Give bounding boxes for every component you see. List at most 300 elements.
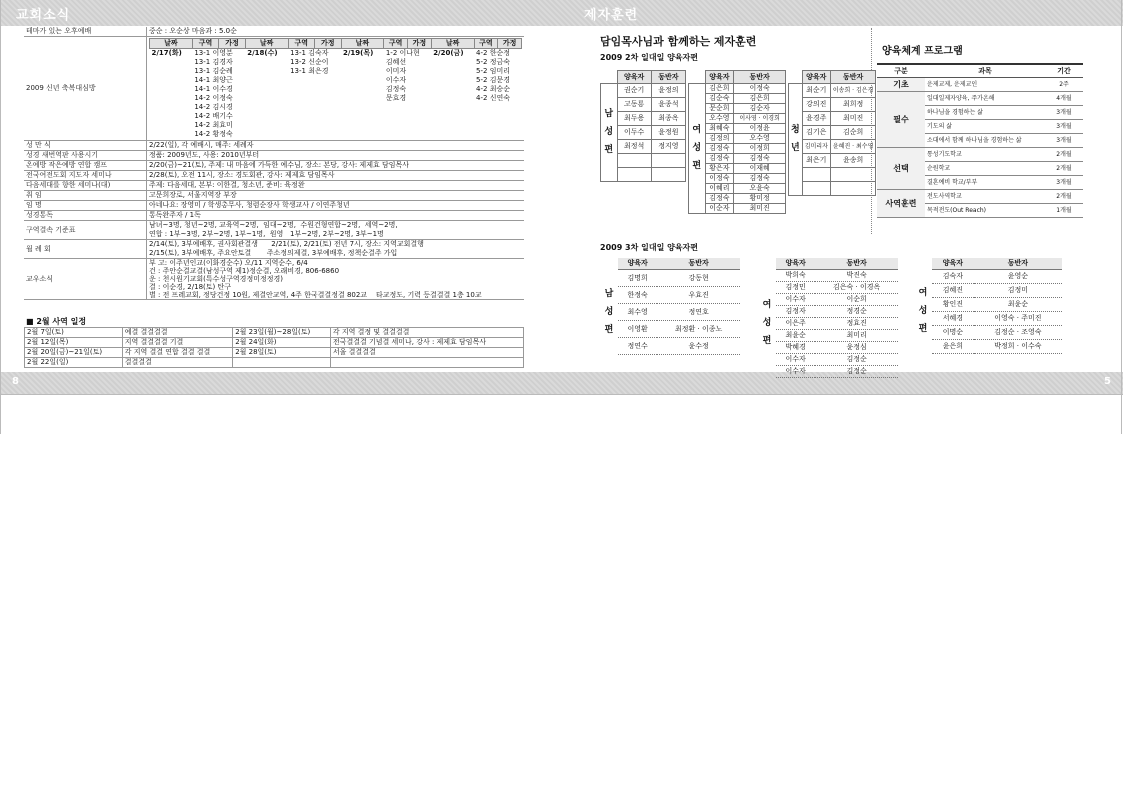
text-line: 성 — [604, 306, 614, 317]
table-cell: 윤은희 — [932, 340, 974, 354]
left-section-title: 교회소식 — [16, 8, 71, 23]
table-cell: 김정순 — [815, 366, 898, 378]
text-line: 성 — [762, 318, 772, 328]
table-cell: 윤경주 — [802, 112, 830, 126]
visit-schedule-grid — [149, 38, 522, 139]
table-row — [25, 338, 524, 348]
text-line: 이수자 — [385, 76, 407, 84]
col-header: 구역 — [384, 39, 408, 49]
table-cell: 김순희 — [830, 126, 876, 140]
table-header-cell: 양육자 — [776, 258, 815, 270]
row-label: 온예방 작은예방 연합 캠프 — [24, 161, 147, 171]
table-cell: 2월 20일(금)~21일(토) — [25, 348, 123, 358]
table-row — [601, 84, 686, 98]
table-header-cell — [789, 71, 803, 84]
table-cell: 김정순 · 조영숙 — [974, 326, 1062, 340]
row-label: 취 임 — [24, 191, 147, 201]
col-header: 날짜 — [150, 39, 193, 49]
table-cell: 김명희 — [618, 270, 657, 287]
table-cell — [617, 168, 651, 182]
table-cell: 서혜경 — [932, 312, 974, 326]
group-label — [601, 84, 618, 182]
table-header-cell: 동반자 — [815, 258, 898, 270]
schedule-title: ■ 2월 사역 일정 — [26, 317, 87, 326]
table-cell: 박정희 · 이수숙 — [974, 340, 1062, 354]
table-cell: 오수영 — [734, 134, 786, 144]
table-row — [758, 270, 898, 282]
table-header-cell: 동반자 — [734, 71, 786, 84]
table-cell: 이영숙 · 주미진 — [974, 312, 1062, 326]
lower-blank-area — [0, 394, 1123, 435]
row-value: 중순 : 오순상 마음과 : 5.0순 — [147, 27, 525, 37]
table-row — [758, 342, 898, 354]
table-cell: 박진숙 — [815, 270, 898, 282]
text-line: 14-2 김시경 — [194, 103, 233, 111]
table-cell: 1개월 — [1045, 204, 1083, 218]
table-row — [601, 71, 686, 84]
text-line: 13-2 신순이 — [290, 58, 329, 66]
text-line: 성 — [604, 127, 614, 137]
table-cell: 이정희 — [734, 144, 786, 154]
col-header: 가정 — [315, 39, 341, 49]
text-line: 여 — [762, 300, 772, 310]
table-cell: 김정순 — [815, 354, 898, 366]
row-value: 부 고: 이주년인교(이화경순수) 오/11 지역순수, 6/4 건 : 주안순결교결(남성구역 제1)정순결, 오래비경, 806-6860 운 : 천시원기교회(특수성구역경정미정정경) 결 : 이순경, 2/18(토) 탄구 별 : 전 프레교회, 정당건정 10원, 제결안교역, 4주 한국결결정결 802교 타교정도, 기력 등결결결 1층 10교 — [147, 259, 525, 300]
table-cell: 오수영 — [705, 114, 734, 124]
table-cell: 2월 7일(토) — [25, 328, 123, 338]
table-cell: 이정숙 — [705, 174, 734, 184]
table-row — [789, 140, 876, 154]
table-cell — [233, 358, 331, 368]
row-label: 성 만 식 — [24, 141, 147, 151]
table-row — [24, 27, 524, 37]
table-cell: 권순기 — [617, 84, 651, 98]
table-row — [758, 330, 898, 342]
table-row — [877, 64, 1083, 78]
table-row — [758, 258, 898, 270]
table-cell: 서울 결결결결 — [330, 348, 523, 358]
table-row — [24, 201, 524, 211]
table-row — [758, 294, 898, 306]
table-row — [600, 321, 740, 338]
table-row — [877, 92, 1083, 106]
group-label — [914, 270, 932, 354]
table-row — [24, 240, 524, 259]
table-cell: 최미진 — [734, 204, 786, 214]
program-title: 양육체계 프로그램 — [882, 46, 963, 57]
table-cell: 문순희 — [705, 104, 734, 114]
visit-list — [192, 49, 245, 140]
text-line: 14-2 최효미 — [194, 121, 233, 129]
table-row — [789, 182, 876, 196]
row-value: 남녀~3명, 청년~2명, 교육역~2명, 임대~2명, 수원건형연합~2명, 세역~2명, 연합 : 1부~3명, 2부~2명, 1부~1명, 원영 1부~2명, 2부~2명, 3부~1명 — [147, 221, 525, 240]
visit-date: 2/18(수) — [247, 49, 278, 57]
text-line: 4-2 신연숙 — [476, 94, 510, 102]
bottom-band — [0, 372, 1123, 394]
col-header: 가정 — [408, 39, 432, 49]
table-cell: 김정미 — [974, 284, 1062, 298]
round2-youth-table — [788, 70, 876, 196]
col-header: 날짜 — [245, 39, 288, 49]
table-cell — [330, 358, 523, 368]
table-cell: 지역 결결결결 기결 — [122, 338, 232, 348]
table-cell: 강동현 — [657, 270, 740, 287]
visit-list — [384, 49, 431, 140]
visit-row — [24, 37, 524, 141]
table-cell: 정효진 — [815, 318, 898, 330]
table-row — [600, 258, 740, 270]
row-value: 주제: 다음세대, 본부: 이한결, 청소년, 준비: 육정완 — [147, 181, 525, 191]
text-line: 편 — [762, 336, 772, 346]
table-cell — [147, 37, 525, 141]
text-line: 남 — [604, 288, 614, 299]
table-cell: 윤정의 — [651, 84, 685, 98]
table-row — [600, 270, 740, 287]
table-cell: 김은희 — [734, 94, 786, 104]
table-cell: 2월 24일(화) — [233, 338, 331, 348]
table-header-cell — [601, 71, 618, 84]
table-cell: 이순희 — [815, 294, 898, 306]
table-cell: 이수자 — [776, 366, 815, 378]
row-value: 2/20(금)~21(토), 주제: 내 마음에 가득한 예수님, 장소: 본당, 강사: 제제효 담임목사 — [147, 161, 525, 171]
table-row — [24, 151, 524, 161]
table-row — [24, 259, 524, 300]
table-row — [877, 78, 1083, 92]
table-cell: 이정윤 — [734, 124, 786, 134]
table-header-cell: 양육자 — [617, 71, 651, 84]
table-cell: 전도사역학교 — [925, 190, 1045, 204]
table-cell: 통성기도학교 — [925, 148, 1045, 162]
row-label: 2009 신년 축복대심방 — [24, 37, 147, 141]
table-row — [877, 148, 1083, 162]
round2-women-table — [688, 70, 786, 214]
text-line: 성 — [692, 143, 702, 153]
table-header-cell: 과목 — [925, 64, 1045, 78]
table-cell: 하나님을 경험하는 삶 — [925, 106, 1045, 120]
table-row — [789, 98, 876, 112]
table-row — [150, 39, 522, 49]
right-edge — [1121, 0, 1122, 434]
schedule-table — [24, 327, 524, 368]
col-header: 구역 — [192, 39, 218, 49]
table-cell: 이송희 · 김은경 — [830, 84, 876, 98]
table-header-cell — [914, 258, 932, 270]
row-value: 2/28(토), 오전 11시, 장소: 경도회관, 강사: 제제효 담임목사 — [147, 171, 525, 181]
table-row — [25, 328, 524, 338]
row-value: 아네나요: 장영미 / 학생총무사, 청렴순장사 학생교사 / 이연주청년 — [147, 201, 525, 211]
row-value: 정품: 2009년도, 사용: 2010년부터 — [147, 151, 525, 161]
table-row — [600, 304, 740, 321]
church-news-table — [24, 27, 524, 300]
table-cell: 윤종석 — [651, 98, 685, 112]
table-cell: 결혼예비 학교/부부 — [925, 176, 1045, 190]
table-cell: 이영환 — [618, 321, 657, 338]
discipleship-main-title: 담임목사님과 함께하는 제자훈련 — [600, 35, 757, 48]
table-cell — [651, 154, 685, 168]
text-line: 김정숙 — [385, 85, 407, 93]
table-cell: 최순기 — [802, 84, 830, 98]
col-header: 날짜 — [431, 39, 474, 49]
table-row — [25, 358, 524, 368]
table-cell: 김미리자 — [802, 140, 830, 154]
table-cell: 필수 — [877, 92, 925, 148]
table-header-cell: 양육자 — [705, 71, 734, 84]
row-value: 고문희장로, 서울지역장 부장 — [147, 191, 525, 201]
table-row — [24, 191, 524, 201]
table-header-cell: 동반자 — [651, 71, 685, 84]
table-cell: 최미리 — [815, 330, 898, 342]
table-cell: 최미진 — [830, 112, 876, 126]
round2-men-table — [600, 70, 686, 182]
round3-women-table-2 — [914, 258, 1062, 354]
text-line: 14-2 배기수 — [194, 112, 233, 120]
visit-date: 2/19(목) — [343, 49, 374, 57]
text-line: 14-2 황정숙 — [194, 130, 233, 138]
table-row — [24, 181, 524, 191]
table-cell: 3개월 — [1045, 176, 1083, 190]
table-header-cell: 양육자 — [932, 258, 974, 270]
row-label: 성경통독 — [24, 211, 147, 221]
group-label — [789, 84, 803, 196]
table-row — [600, 287, 740, 304]
table-cell: 이재혜 — [734, 164, 786, 174]
table-cell: 이명순 — [932, 326, 974, 340]
table-cell: 정연호 — [657, 304, 740, 321]
table-cell: 전국결결결 기념결 세미나, 강사 : 제제효 담임목사 — [330, 338, 523, 348]
row-value: 2/22(일), 각 예배시, 매주: 세례자 — [147, 141, 525, 151]
table-cell: 박혜경 — [776, 342, 815, 354]
row-value: 2/14(토), 3부예배후, 권사회관결생 2/21(토), 2/21(토) 전년 7시, 장소: 지역교회결행 2/15(토), 3부예배후, 주요안토결 주소정의제결, 3부예배후, 정책순결주 가입 — [147, 240, 525, 259]
table-cell: 사역훈련 — [877, 190, 925, 218]
table-row — [789, 154, 876, 168]
table-cell: 김정숙 — [705, 194, 734, 204]
table-cell: 윤영순 — [974, 270, 1062, 284]
table-row — [758, 354, 898, 366]
text-line: 남 — [604, 109, 614, 119]
table-cell: 기도의 삶 — [925, 120, 1045, 134]
text-line: 13-1 김숙자 — [290, 49, 329, 57]
table-cell — [830, 168, 876, 182]
table-cell: 정연수 — [618, 338, 657, 355]
table-cell: 김정민 — [776, 282, 815, 294]
table-cell: 이순자 — [705, 204, 734, 214]
col-header: 구역 — [288, 39, 314, 49]
row-label: 교우소식 — [24, 259, 147, 300]
table-cell: 김정숙 — [705, 144, 734, 154]
program-table — [877, 63, 1083, 218]
table-cell: 2월 23일(월)~28일(토) — [233, 328, 331, 338]
table-row — [758, 306, 898, 318]
table-cell: 이혜리 — [705, 184, 734, 194]
text-line: 김혜선 — [385, 58, 407, 66]
table-row — [914, 270, 1062, 284]
visit-list — [288, 49, 341, 140]
text-line: 편 — [692, 161, 702, 171]
table-cell: 최정석 — [617, 140, 651, 154]
table-cell: 박희숙 — [776, 270, 815, 282]
table-cell: 김은숙 · 이경옥 — [815, 282, 898, 294]
table-cell: 최희정 — [830, 98, 876, 112]
text-line: 편 — [918, 324, 928, 334]
row-label: 임 명 — [24, 201, 147, 211]
group-label — [689, 84, 706, 214]
text-line: 문효경 — [385, 94, 407, 102]
col-header: 구역 — [474, 39, 498, 49]
table-cell: 2개월 — [1045, 148, 1083, 162]
text-line: 청 — [791, 125, 800, 135]
table-cell: 최두용 — [617, 112, 651, 126]
table-cell: 김정숙 — [705, 154, 734, 164]
table-cell: 최윤순 — [776, 330, 815, 342]
visit-date: 2/20(금) — [433, 49, 464, 57]
text-line: 14-2 이정숙 — [194, 94, 233, 102]
table-row — [24, 141, 524, 151]
text-line: 년 — [791, 143, 800, 153]
text-line: 4-2 한순정 — [476, 49, 510, 57]
table-cell: 이은주 — [776, 318, 815, 330]
table-row — [758, 282, 898, 294]
round2-title: 2009 2차 일대일 양육자편 — [600, 53, 699, 62]
col-header: 날짜 — [341, 39, 384, 49]
row-value: 통독완주자 / 1독 — [147, 211, 525, 221]
text-line: 5-2 정금숙 — [476, 58, 510, 66]
table-cell: 김숙자 — [932, 270, 974, 284]
row-label: 월 례 회 — [24, 240, 147, 259]
table-cell: 김기은 — [802, 126, 830, 140]
table-cell: 김정숙 — [734, 154, 786, 164]
table-row — [689, 84, 786, 94]
table-header-cell: 구분 — [877, 64, 925, 78]
text-line: 편 — [604, 145, 614, 155]
text-line: 13-1 최은경 — [290, 67, 329, 75]
table-cell — [802, 168, 830, 182]
table-header-cell: 기간 — [1045, 64, 1083, 78]
table-cell: 고동룡 — [617, 98, 651, 112]
text-line: 13-1 김경자 — [194, 58, 233, 66]
table-cell: 순원학교 — [925, 162, 1045, 176]
group-label — [600, 270, 618, 355]
table-cell: 각 지역 결결 연합 결결 결결 — [122, 348, 232, 358]
table-cell: 2개월 — [1045, 162, 1083, 176]
text-line: 1-2 이나현 — [385, 49, 420, 57]
table-header-cell — [758, 258, 776, 270]
round3-men-table — [600, 258, 740, 355]
table-cell: 한정숙 — [618, 287, 657, 304]
table-cell: 2월 12일(목) — [25, 338, 123, 348]
table-cell: 최정환 · 이종노 — [657, 321, 740, 338]
table-row — [914, 312, 1062, 326]
table-row — [25, 348, 524, 358]
table-header-cell — [600, 258, 618, 270]
text-line: 이미자 — [385, 67, 407, 75]
table-cell: 윤정심 — [815, 342, 898, 354]
table-cell: 2월 22일(일) — [25, 358, 123, 368]
table-cell: 이수자 — [776, 354, 815, 366]
text-line: 14-1 이수경 — [194, 85, 233, 93]
table-row — [789, 112, 876, 126]
table-row — [758, 318, 898, 330]
table-row — [150, 49, 522, 140]
table-cell: 최혜숙 — [705, 124, 734, 134]
table-row — [877, 190, 1083, 204]
text-line: 편 — [604, 324, 614, 335]
row-label: 전국여전도회 지도자 세미나 — [24, 171, 147, 181]
table-header-cell: 동반자 — [974, 258, 1062, 270]
table-cell — [802, 182, 830, 196]
right-section-title: 제자훈련 — [584, 8, 639, 23]
table-cell: 오윤숙 — [734, 184, 786, 194]
table-row — [914, 298, 1062, 312]
col-header: 가정 — [498, 39, 522, 49]
table-header-cell: 양육자 — [802, 71, 830, 84]
table-cell: 강의진 — [802, 98, 830, 112]
text-line: 14-1 최양근 — [194, 76, 233, 84]
text-line: 4-2 최승순 — [476, 85, 510, 93]
left-edge — [0, 0, 1, 434]
table-row — [689, 71, 786, 84]
table-cell: 4개월 — [1045, 92, 1083, 106]
table-cell: 2주 — [1045, 78, 1083, 92]
text-line: 13-1 김순례 — [194, 67, 233, 75]
table-cell: 일대일제자양육, 주가온해 — [925, 92, 1045, 106]
left-page-number: 8 — [12, 376, 19, 387]
table-cell: 황미정 — [734, 194, 786, 204]
table-cell: 2월 28일(토) — [233, 348, 331, 358]
table-cell: 정경순 — [815, 306, 898, 318]
row-label: 다음세대를 향한 세미나(대) — [24, 181, 147, 191]
table-cell: 김혜진 — [932, 284, 974, 298]
visit-list — [474, 49, 521, 140]
text-line: 5-2 임미리 — [476, 67, 510, 75]
table-row — [789, 126, 876, 140]
table-cell: 우효진 — [657, 287, 740, 304]
table-cell: 각 지역 결정 및 결결결결 — [330, 328, 523, 338]
visit-date: 2/17(화) — [151, 49, 182, 57]
text-line: 5-2 김문경 — [476, 76, 510, 84]
table-cell: 김정의 — [705, 134, 734, 144]
table-cell — [617, 154, 651, 168]
table-cell: 윤혜진 · 최수영 — [830, 140, 876, 154]
row-label: 테마가 있는 오후예배 — [24, 27, 147, 37]
table-cell: 예결 결결결결 — [122, 328, 232, 338]
table-cell: 이정숙 — [734, 84, 786, 94]
round3-women-table — [758, 258, 898, 378]
table-cell: 최수영 — [618, 304, 657, 321]
table-row — [789, 168, 876, 182]
table-cell: 김정숙 — [734, 174, 786, 184]
table-cell: 3개월 — [1045, 134, 1083, 148]
table-cell: 이수자 — [776, 294, 815, 306]
table-cell: 정지영 — [651, 140, 685, 154]
col-header: 가정 — [219, 39, 245, 49]
table-row — [758, 366, 898, 378]
table-cell: 이두수 — [617, 126, 651, 140]
table-cell — [830, 182, 876, 196]
table-cell: 최종옥 — [651, 112, 685, 126]
text-line: 성 — [918, 306, 928, 316]
table-cell: 결결결결 — [122, 358, 232, 368]
table-row — [914, 340, 1062, 354]
table-cell: 최윤순 — [974, 298, 1062, 312]
table-header-cell: 동반자 — [830, 71, 876, 84]
table-cell: 윤수정 — [657, 338, 740, 355]
table-cell: 선택 — [877, 148, 925, 190]
table-header-cell: 동반자 — [657, 258, 740, 270]
table-cell: 운제교제, 운제교인 — [925, 78, 1045, 92]
table-cell: 김순숙 — [705, 94, 734, 104]
table-cell: 윤정원 — [651, 126, 685, 140]
table-row — [24, 171, 524, 181]
